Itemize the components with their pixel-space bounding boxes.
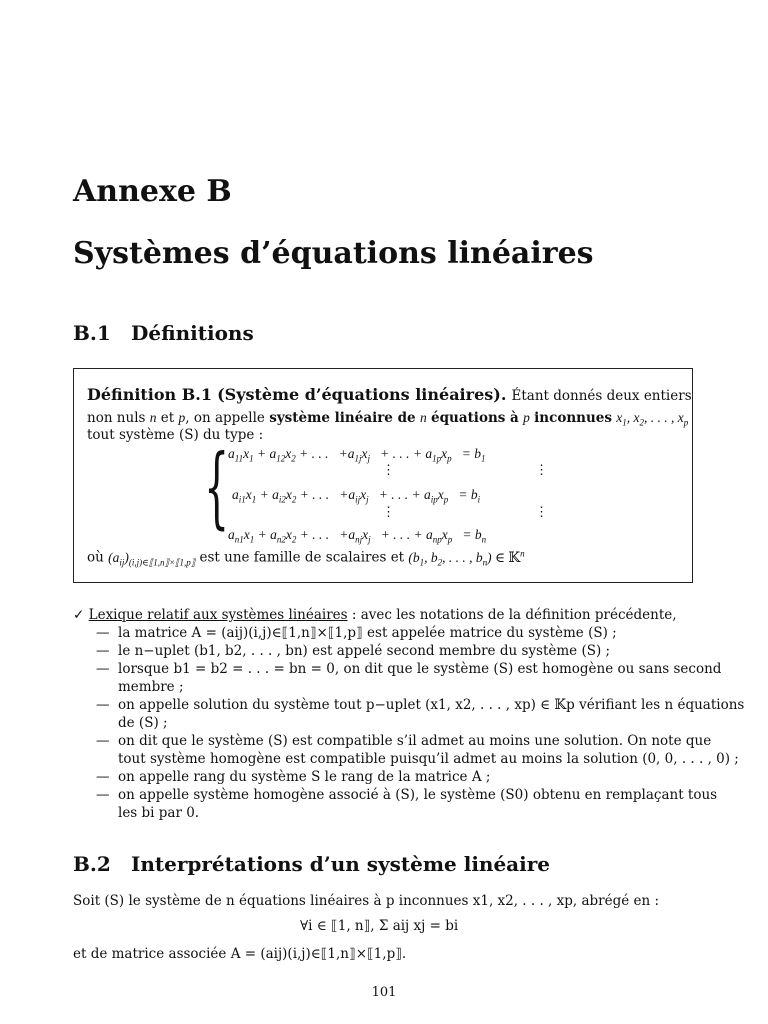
list-item-text: la matrice A = (aij)(i,j)∈⟦1,n⟧×⟦1,p⟧ est appelée matrice du système (S) ;: [118, 625, 617, 641]
section2-outro: et de matrice associée A = (aij)(i,j)∈⟦1,n⟧×⟦1,p⟧.: [73, 946, 407, 962]
chapter-title: Systèmes d’équations linéaires: [73, 236, 594, 271]
list-item: — on appelle solution du système tout p−uplet (x1, x2, . . . , xp) ∈ 𝕂p vérifiant les n équations: [96, 697, 745, 713]
lexique-heading: [73, 607, 677, 625]
section-heading-b1: [73, 321, 254, 345]
definition-line-2: non nuls n et p, on appelle système linéaire de n équations à p inconnues $x_1$, $x_2$, . . . , $x_p$: [87, 410, 689, 428]
definition-term: équations à: [430, 410, 519, 426]
page-number: 101: [371, 985, 397, 1000]
definition-closing: où $(a_{ij})_{(i,j)\in⟦1,n⟧\times⟦1,p⟧}$ est une famille de scalaires et ($b_1$, $b_2$, . . . , $b_n$) ∈ 𝕂$^n$: [87, 548, 525, 568]
list-item-text: le n−uplet (b1, b2, . . . , bn) est appelé second membre du système (S) ;: [118, 643, 611, 659]
chapter-heading: Annexe B: [73, 174, 232, 209]
section-heading-b2: [73, 852, 550, 876]
definition-label: Définition B.1: [87, 385, 212, 404]
text-fragment: non nuls: [87, 410, 146, 426]
list-item: — on appelle rang du système S le rang de la matrice A ;: [96, 769, 491, 785]
vdots-icon: ⋮: [382, 505, 395, 520]
definition-name: (Système d’équations linéaires).: [217, 385, 507, 404]
display-formula: ∀i ∈ ⟦1, n⟧, Σ aij xj = bi: [300, 918, 459, 934]
equation-row-1: $a_{11}x_1 + a_{12}x_2$ + . . . $+a_{1j}x_j$ + . . . + $a_{1p}x_p = b_1$: [228, 446, 486, 464]
definition-line-3: tout système (S) du type :: [87, 427, 264, 443]
section-number: B.2: [73, 852, 111, 876]
definition-intro: Étant donnés deux entiers: [511, 388, 692, 404]
section-title: Interprétations d’un système linéaire: [131, 852, 551, 876]
list-item-continuation: membre ;: [118, 679, 184, 695]
list-item-text: on appelle système homogène associé à (S), le système (S0) obtenu en remplaçant tous: [118, 787, 718, 803]
text-fragment: , on appelle: [185, 410, 265, 426]
list-item-text: on appelle rang du système S le rang de la matrice A ;: [118, 769, 491, 785]
list-item-text: lorsque b1 = b2 = . . . = bn = 0, on dit que le système (S) est homogène ou sans second: [118, 661, 722, 677]
lexique-intro: : avec les notations de la définition précédente,: [351, 607, 677, 623]
list-item: — on dit que le système (S) est compatible s’il admet au moins une solution. On note que: [96, 733, 712, 749]
list-item-text: on appelle solution du système tout p−uplet (x1, x2, . . . , xp) ∈ 𝕂p vérifiant les n équations: [118, 697, 745, 713]
text-fragment: et: [160, 410, 175, 426]
list-item: — le n−uplet (b1, b2, . . . , bn) est appelé second membre du système (S) ;: [96, 643, 611, 659]
vdots-icon: ⋮: [535, 463, 548, 478]
list-item-continuation: tout système homogène est compatible puisqu’il admet au moins la solution (0, 0, . . . , 0) ;: [118, 751, 739, 767]
checkmark-icon: ✓: [73, 607, 85, 623]
definition-term: inconnues: [534, 410, 612, 426]
list-item-text: on dit que le système (S) est compatible s’il admet au moins une solution. On note que: [118, 733, 712, 749]
list-item: — lorsque b1 = b2 = . . . = bn = 0, on dit que le système (S) est homogène ou sans second: [96, 661, 722, 677]
definition-title: [87, 386, 692, 406]
list-item: — la matrice A = (aij)(i,j)∈⟦1,n⟧×⟦1,p⟧ est appelée matrice du système (S) ;: [96, 625, 617, 641]
left-brace-icon: {: [204, 435, 230, 538]
vdots-icon: ⋮: [535, 505, 548, 520]
equation-row-i: $a_{i1}x_1 + a_{i2}x_2$ + . . . $+a_{ij}x_j$ + . . . + $a_{ip}x_p = b_i$: [232, 487, 481, 505]
text-fragment: où: [87, 549, 104, 566]
equation-row-n: $a_{n1}x_1 + a_{n2}x_2$ + . . . $+a_{nj}x_j$ + . . . + $a_{np}x_p = b_n$: [228, 527, 487, 545]
section-title: Définitions: [131, 321, 254, 345]
list-item-continuation: les bi par 0.: [118, 805, 200, 821]
list-item: — on appelle système homogène associé à (S), le système (S0) obtenu en remplaçant tous: [96, 787, 718, 803]
section2-intro: Soit (S) le système de n équations linéaires à p inconnues x1, x2, . . . , xp, abrégé en :: [73, 893, 660, 909]
section-number: B.1: [73, 321, 111, 345]
definition-term: système linéaire de: [269, 410, 416, 426]
vdots-icon: ⋮: [382, 463, 395, 478]
lexique-title: Lexique relatif aux systèmes linéaires: [88, 607, 348, 623]
text-fragment: est une famille de scalaires et: [199, 549, 405, 566]
list-item-continuation: de (S) ;: [118, 715, 168, 731]
